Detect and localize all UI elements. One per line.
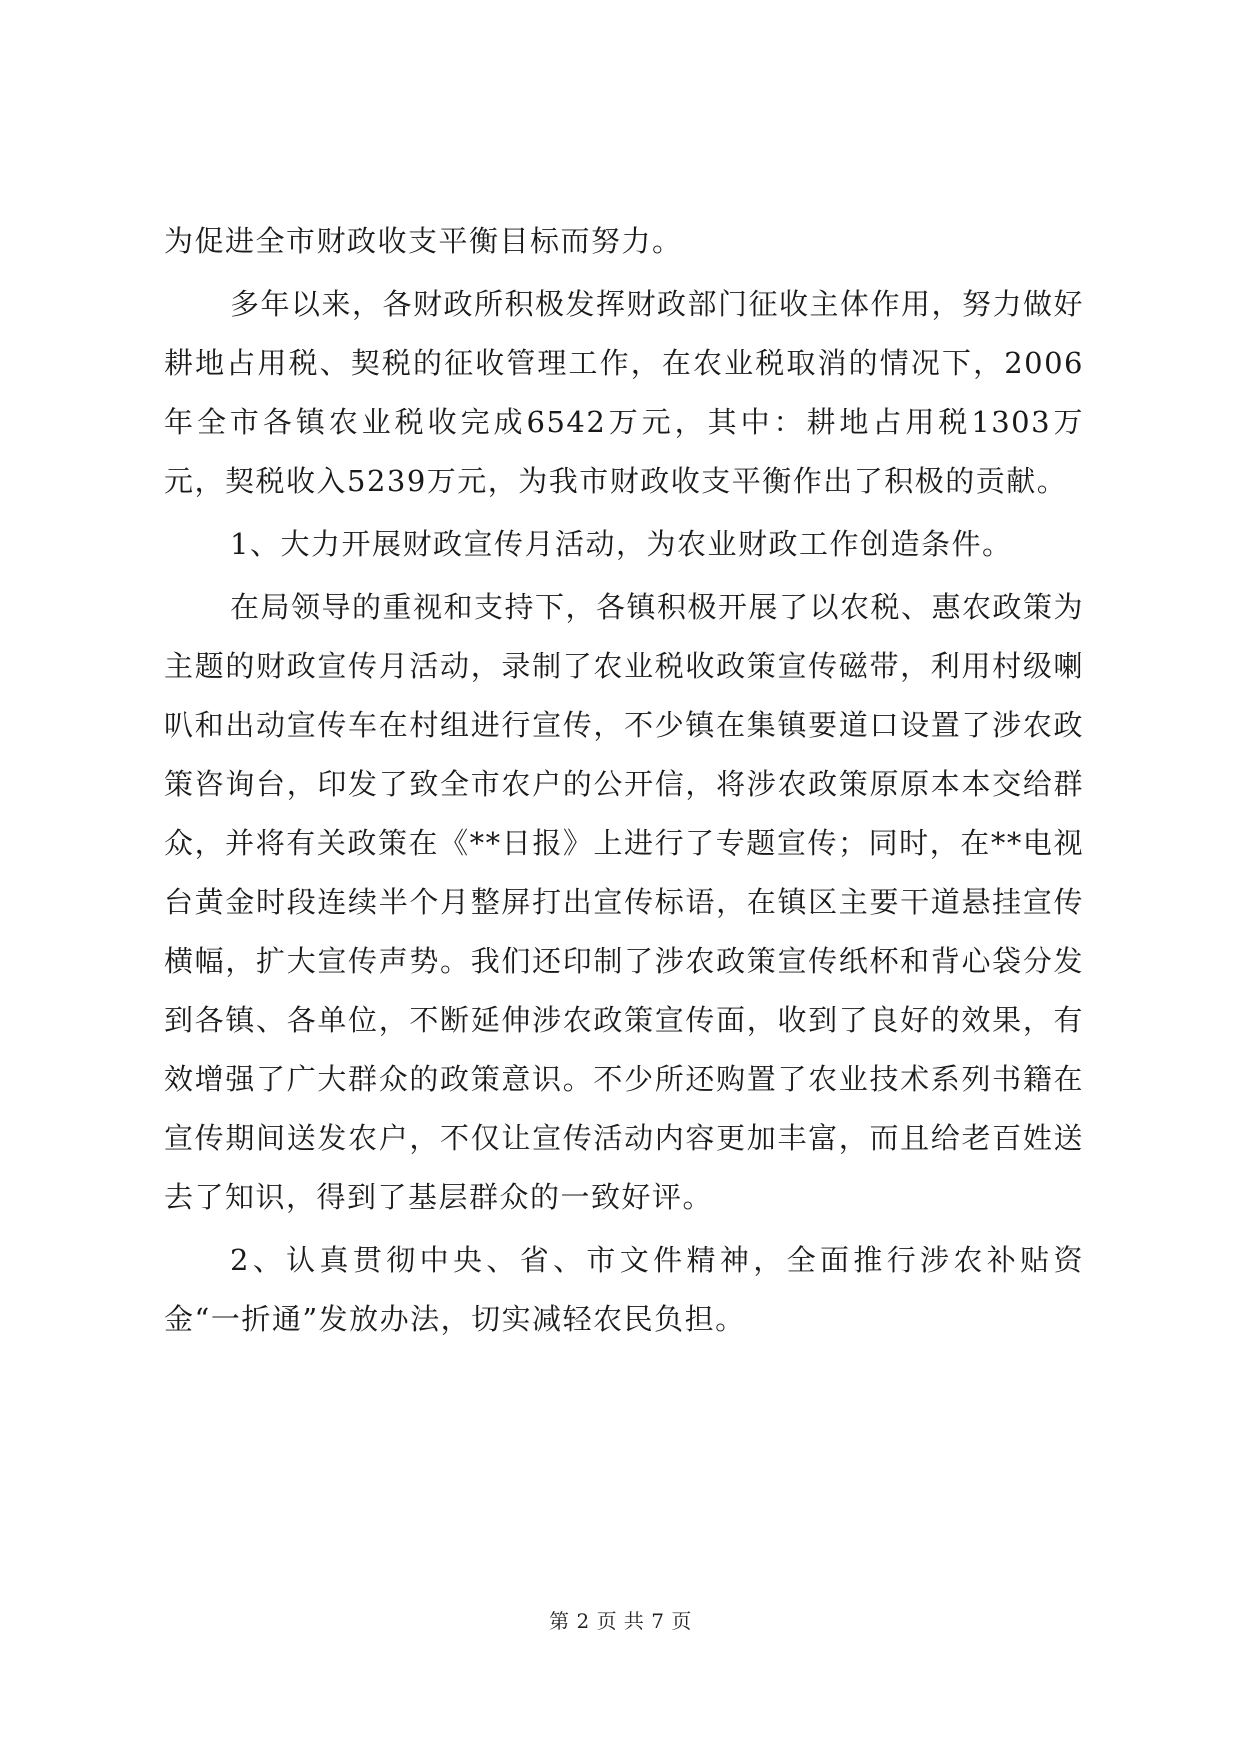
page-number-footer: 第 2 页 共 7 页 [549,1609,692,1633]
heading-item-1: 1、大力开展财政宣传月活动，为农业财政工作创造条件。 [230,527,1013,561]
paragraph-tax-summary: 多年以来，各财政所积极发挥财政部门征收主体作用，努力做好耕地占用税、契税的征收管理工作，在农业税取消的情况下，2006年全市各镇农业税收完成6542万元，其中：耕地占用税1303万元，契税收入5239万元，为我市财政收支平衡作出了积极的贡献。 [164,287,1085,498]
document-body [164,212,1084,1349]
paragraph-continuation: 为促进全市财政收支平衡目标而努力。 [164,224,683,258]
heading-item-2: 2、认真贯彻中央、省、市文件精神，全面推行涉农补贴资金“一折通”发放办法，切实减轻农民负担。 [164,1243,1084,1336]
paragraph-publicity: 在局领导的重视和支持下，各镇积极开展了以农税、惠农政策为主题的财政宣传月活动，录制了农业税收政策宣传磁带，利用村级喇叭和出动宣传车在村组进行宣传，不少镇在集镇要道口设置了涉农政策咨询台，印发了致全市农户的公开信，将涉农政策原原本本交给群众，并将有关政策在《**日报》上进行了专题宣传；同时，在**电视台黄金时段连续半个月整屏打出宣传标语，在镇区主要干道悬挂宣传横幅，扩大宣传声势。我们还印制了涉农政策宣传纸杯和背心袋分发到各镇、各单位，不断延伸涉农政策宣传面，收到了良好的效果，有效增强了广大群众的政策意识。不少所还购置了农业技术系列书籍在宣传期间送发农户，不仅让宣传活动内容更加丰富，而且给老百姓送去了知识，得到了基层群众的一致好评。 [164,590,1085,1214]
